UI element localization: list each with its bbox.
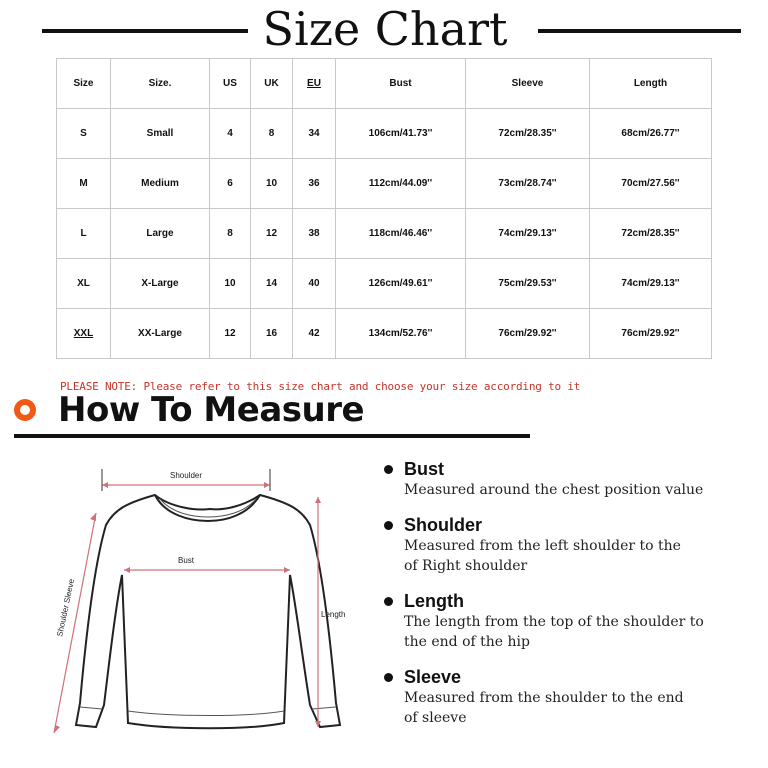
bullet-icon bbox=[384, 597, 393, 606]
table-cell: 73cm/28.74'' bbox=[466, 159, 590, 209]
definition-title bbox=[382, 666, 762, 688]
how-to-measure-rule bbox=[14, 434, 530, 438]
table-cell: 10 bbox=[210, 259, 251, 309]
table-cell: 12 bbox=[210, 309, 251, 359]
table-header-cell: Size bbox=[57, 59, 111, 109]
table-cell: 76cm/29.92'' bbox=[466, 309, 590, 359]
table-cell: L bbox=[57, 209, 111, 259]
table-cell: 34 bbox=[293, 109, 336, 159]
table-cell: 74cm/29.13'' bbox=[590, 259, 712, 309]
table-cell: XL bbox=[57, 259, 111, 309]
table-header-cell: Length bbox=[590, 59, 712, 109]
table-cell: 72cm/28.35'' bbox=[466, 109, 590, 159]
table-cell: 134cm/52.76'' bbox=[336, 309, 466, 359]
table-cell: Medium bbox=[111, 159, 210, 209]
table-header-row bbox=[57, 59, 712, 109]
table-cell: 112cm/44.09'' bbox=[336, 159, 466, 209]
label-bust: Bust bbox=[178, 556, 195, 565]
definition-title bbox=[382, 514, 762, 536]
size-note: PLEASE NOTE: Please refer to this size chart and choose your size according to it bbox=[60, 380, 581, 393]
definition-title-text: Sleeve bbox=[404, 667, 462, 687]
table-cell: 118cm/46.46'' bbox=[336, 209, 466, 259]
table-row bbox=[57, 159, 712, 209]
table-cell: S bbox=[57, 109, 111, 159]
label-shoulder: Shoulder bbox=[170, 471, 203, 480]
page-title: Size Chart bbox=[262, 2, 508, 56]
definition-text: of Right shoulder bbox=[404, 558, 528, 574]
table-cell: Large bbox=[111, 209, 210, 259]
definition-text: Measured from the shoulder to the end bbox=[404, 690, 684, 706]
table-cell: X-Large bbox=[111, 259, 210, 309]
table-cell: 74cm/29.13'' bbox=[466, 209, 590, 259]
table-cell: 14 bbox=[251, 259, 293, 309]
definition-item bbox=[382, 666, 762, 728]
definition-text: Measured around the chest position value bbox=[404, 482, 704, 498]
label-length: Length bbox=[321, 610, 346, 619]
table-header-cell: Sleeve bbox=[466, 59, 590, 109]
definition-text: of sleeve bbox=[404, 710, 467, 726]
bullet-icon bbox=[384, 465, 393, 474]
header-rule-right bbox=[538, 29, 741, 33]
size-table bbox=[56, 58, 712, 359]
definition-item bbox=[382, 514, 762, 576]
table-cell: 40 bbox=[293, 259, 336, 309]
bullet-icon bbox=[384, 521, 393, 530]
table-header-cell: Size. bbox=[111, 59, 210, 109]
definition-text: The length from the top of the shoulder to bbox=[404, 614, 704, 630]
definition-item bbox=[382, 590, 762, 652]
table-cell: 76cm/29.92'' bbox=[590, 309, 712, 359]
table-header-cell: UK bbox=[251, 59, 293, 109]
definition-title-text: Shoulder bbox=[404, 515, 483, 535]
table-row bbox=[57, 309, 712, 359]
measure-definitions bbox=[382, 458, 762, 742]
table-cell: Small bbox=[111, 109, 210, 159]
sweater-diagram bbox=[40, 455, 360, 755]
table-row bbox=[57, 259, 712, 309]
table-cell: 72cm/28.35'' bbox=[590, 209, 712, 259]
header-rule-left bbox=[42, 29, 248, 33]
sweater-illustration bbox=[40, 455, 360, 755]
table-header-cell: Bust bbox=[336, 59, 466, 109]
table-cell: 8 bbox=[210, 209, 251, 259]
table-cell: 10 bbox=[251, 159, 293, 209]
table-cell: 8 bbox=[251, 109, 293, 159]
table-cell: 36 bbox=[293, 159, 336, 209]
definition-title bbox=[382, 458, 762, 480]
sweater-outline bbox=[76, 495, 340, 728]
table-cell: 42 bbox=[293, 309, 336, 359]
circle-icon bbox=[14, 399, 36, 421]
table-header-cell: US bbox=[210, 59, 251, 109]
definition-title-text: Bust bbox=[404, 459, 444, 479]
bullet-icon bbox=[384, 673, 393, 682]
table-cell: 16 bbox=[251, 309, 293, 359]
table-cell: 38 bbox=[293, 209, 336, 259]
definition-item bbox=[382, 458, 762, 500]
table-cell: XXL bbox=[57, 309, 111, 359]
table-cell: 68cm/26.77'' bbox=[590, 109, 712, 159]
table-cell: 75cm/29.53'' bbox=[466, 259, 590, 309]
table-cell: 12 bbox=[251, 209, 293, 259]
table-cell: M bbox=[57, 159, 111, 209]
table-cell: 126cm/49.61'' bbox=[336, 259, 466, 309]
how-to-measure-title: How To Measure bbox=[58, 390, 365, 430]
table-cell: 70cm/27.56'' bbox=[590, 159, 712, 209]
table-row bbox=[57, 209, 712, 259]
table-cell: XX-Large bbox=[111, 309, 210, 359]
table-header-cell: EU bbox=[293, 59, 336, 109]
label-shoulder-sleeve: Shoulder Sleeve bbox=[55, 578, 77, 638]
table-row bbox=[57, 109, 712, 159]
definition-text: Measured from the left shoulder to the bbox=[404, 538, 681, 554]
table-cell: 4 bbox=[210, 109, 251, 159]
definition-text: the end of the hip bbox=[404, 634, 530, 650]
table-cell: 106cm/41.73'' bbox=[336, 109, 466, 159]
definition-title bbox=[382, 590, 762, 612]
definition-title-text: Length bbox=[404, 591, 464, 611]
table-cell: 6 bbox=[210, 159, 251, 209]
